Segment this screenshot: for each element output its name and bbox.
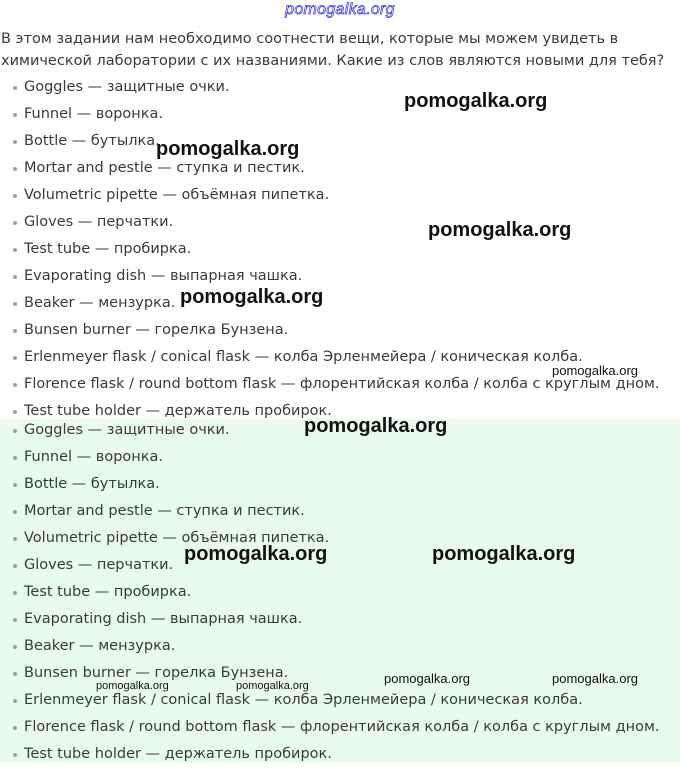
list-item: Mortar and pestle — ступка и пестик. <box>0 500 680 527</box>
watermark: pomogalka.org <box>184 543 328 565</box>
list-item: Florence flask / round bottom flask — флорентийская колба / колба с круглым дном. <box>0 716 680 743</box>
site-header-logo[interactable]: pomogalka.org <box>285 1 395 18</box>
list-item: Volumetric pipette — объёмная пипетка. <box>0 527 680 554</box>
watermark: pomogalka.org <box>384 671 470 686</box>
list-item: Bunsen burner — горелка Бунзена. <box>0 319 680 346</box>
list-item: Erlenmeyer flask / conical flask — колба Эрленмейера / коническая колба. <box>0 689 680 716</box>
list-item: Beaker — мензурка. <box>0 292 680 319</box>
list-item: Test tube — пробирка. <box>0 581 680 608</box>
list-item: Volumetric pipette — объёмная пипетка. <box>0 184 680 211</box>
watermark: pomogalka.org <box>552 671 638 686</box>
list-item: Funnel — воронка. <box>0 103 680 130</box>
list-item: Mortar and pestle — ступка и пестик. <box>0 157 680 184</box>
list-item: Test tube holder — держатель пробирок. <box>0 400 680 427</box>
list-item: Bunsen burner — горелка Бунзена. <box>0 662 680 689</box>
list-item: Florence flask / round bottom flask — флорентийская колба / колба с круглым дном. <box>0 373 680 400</box>
task-intro-text: В этом задании нам необходимо соотнести вещи, которые мы можем увидеть в химической лаборатории с их названиями. Какие из слов являются новыми для тебя? <box>1 31 665 69</box>
list-item: Beaker — мензурка. <box>0 635 680 662</box>
watermark: pomogalka.org <box>156 138 300 160</box>
watermark: pomogalka.org <box>432 543 576 565</box>
watermark: pomogalka.org <box>236 680 309 692</box>
list-item: Bottle — бутылка. <box>0 130 680 157</box>
watermark: pomogalka.org <box>96 680 169 692</box>
watermark: pomogalka.org <box>428 219 572 241</box>
vocabulary-list-bottom <box>0 419 680 770</box>
list-item: Funnel — воронка. <box>0 446 680 473</box>
list-item: Erlenmeyer flask / conical flask — колба Эрленмейера / коническая колба. <box>0 346 680 373</box>
watermark: pomogalka.org <box>552 363 638 378</box>
watermark: pomogalka.org <box>404 90 548 112</box>
list-item: Gloves — перчатки. <box>0 554 680 581</box>
list-item: Gloves — перчатки. <box>0 211 680 238</box>
list-item: Goggles — защитные очки. <box>0 419 680 446</box>
list-item: Evaporating dish — выпарная чашка. <box>0 265 680 292</box>
watermark: pomogalka.org <box>304 415 448 437</box>
list-item: Evaporating dish — выпарная чашка. <box>0 608 680 635</box>
list-item: Test tube — пробирка. <box>0 238 680 265</box>
watermark: pomogalka.org <box>180 286 324 308</box>
list-item: Bottle — бутылка. <box>0 473 680 500</box>
list-item: Goggles — защитные очки. <box>0 76 680 103</box>
list-item: Test tube holder — держатель пробирок. <box>0 743 680 770</box>
